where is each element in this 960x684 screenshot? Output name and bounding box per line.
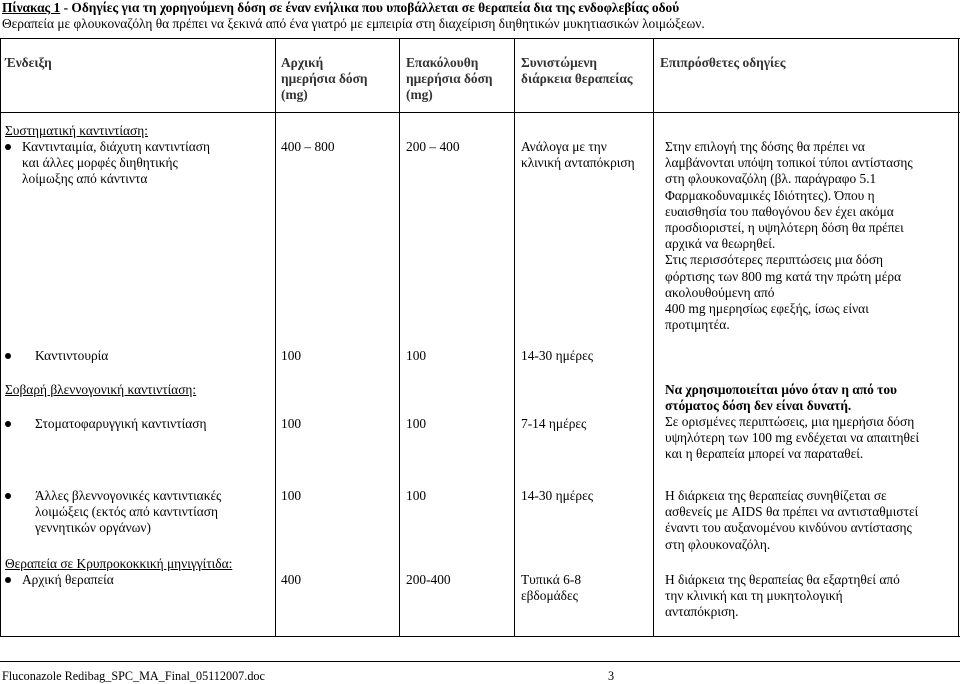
candiduria-duration: 14-30 ημέρες [521,348,594,363]
other-mucosal-note: Η διάρκεια της θεραπείας συνηθίζεται σε ασθενείς με AIDS θα πρέπει να αντισταθμιστεί έναντι του αυξανομένου κινδύνου αντίστασης στη φλουκοναζόλη. [665,488,919,552]
oropharyngeal-initial-dose: 100 [281,416,302,431]
candidemia-label: Καντινταιμία, διάχυτη καντιντίαση και άλλες μορφές διηθητικής λοίμωξης από κάντιντα [22,139,210,187]
header-indication: Ένδειξη [5,55,52,70]
table-right-border [958,38,959,636]
column-divider-2 [399,38,400,636]
other-mucosal-label: Άλλες βλεννογονικές καντιντιακές λοιμώξεις (εκτός από καντιντίαση γεννητικών οργάνων) [35,488,222,536]
header-duration: Συνιστώμενη διάρκεια θεραπείας [521,55,633,87]
header-initial-dose: Αρχική ημερήσια δόση (mg) [281,55,368,103]
other-mucosal-duration: 14-30 ημέρες [521,488,594,503]
section-mucosal: Σοβαρή βλεννογονική καντιντίαση: [5,382,197,397]
section-cryptococcal: Θεραπεία σε Κρυπροκοκκική μηνιγγίτιδα: [5,556,233,571]
bullet-icon [5,353,11,359]
header-subsequent-dose: Επακόλουθη ημερήσια δόση (mg) [406,55,493,103]
bullet-icon [5,421,11,427]
other-mucosal-subsequent-dose: 100 [406,488,427,503]
bullet-icon [5,144,11,150]
candidemia-initial-dose: 400 – 800 [281,139,335,154]
section-systemic: Συστηματική καντιντίαση: [5,123,148,138]
intro-text: Θεραπεία με φλουκοναζόλη θα πρέπει να ξεκινά από ένα γιατρό με εμπειρία στη διαχείριση διηθητικών μυκητιασικών λοιμώξεων. [2,16,705,31]
table-title-text: - Οδηγίες για τη χορηγούμενη δόση σε έναν ενήλικα που υποβάλλεται σε θεραπεία δια της ενδοφλεβίας οδού [60,0,680,15]
oropharyngeal-label: Στοματοφαρυγγική καντιντίαση [35,416,207,431]
bullet-icon [5,577,11,583]
table-bottom-border [0,636,960,637]
cryptococcal-note: Η διάρκεια της θεραπείας θα εξαρτηθεί από την κλινική και τη μυκητολογική ανταπόκριση. [665,572,900,620]
candidemia-duration: Ανάλογα με την κλινική ανταπόκριση [521,139,635,171]
header-instructions: Επιπρόσθετες οδηγίες [660,55,786,70]
header-bottom-border [0,112,960,113]
footer-divider [0,661,960,662]
column-divider-4 [653,38,654,636]
bullet-icon [5,493,11,499]
candiduria-label: Καντιντουρία [35,348,109,363]
initial-therapy-initial-dose: 400 [281,572,302,587]
column-divider-1 [275,38,276,636]
table-top-border [0,38,960,39]
initial-therapy-label: Αρχική θεραπεία [22,572,114,587]
initial-therapy-duration: Τυπικά 6-8 εβδομάδες [521,572,582,604]
oropharyngeal-duration: 7-14 ημέρες [521,416,587,431]
mucosal-bold-note: Να χρησιμοποιείται μόνο όταν η από του στόματος δόση δεν είναι δυνατή. [665,382,897,414]
table-title [2,0,679,16]
candiduria-subsequent-dose: 100 [406,348,427,363]
oropharyngeal-subsequent-dose: 100 [406,416,427,431]
footer-page-number: 3 [608,669,615,683]
footer-filename: Fluconazole Redibag_SPC_MA_Final_05112007.doc [2,669,265,683]
oropharyngeal-note: Σε ορισμένες περιπτώσεις, μια ημερήσια δόση υψηλότερη των 100 mg ενδέχεται να απαιτηθεί και η θεραπεία μπορεί να παραταθεί. [665,414,920,462]
table-label: Πίνακας 1 [2,0,61,15]
table-left-border [0,38,1,636]
other-mucosal-initial-dose: 100 [281,488,302,503]
column-divider-3 [514,38,515,636]
candiduria-initial-dose: 100 [281,348,302,363]
candidemia-subsequent-dose: 200 – 400 [406,139,460,154]
initial-therapy-subsequent-dose: 200-400 [406,572,451,587]
systemic-instructions: Στην επιλογή της δόσης θα πρέπει να λαμβάνονται υπόψη τοπικοί τύποι αντίστασης στη φλουκοναζόλη (βλ. παράγραφο 5.1 Φαρμακοδυναμικές Ιδιότητες). Όπου η ευαισθησία του παθογόνου δεν έχει ακόμα προσδιοριστεί, η υψηλότερη δόση θα πρέπει αρχικά να θεωρηθεί. Στις περισσότερες περιπτώσεις μια δόση φόρτισης των 800 mg κατά την πρώτη μέρα ακολουθούμενη από 400 mg ημερησίως εφεξής, ίσως είναι προτιμητέα. [665,139,913,333]
